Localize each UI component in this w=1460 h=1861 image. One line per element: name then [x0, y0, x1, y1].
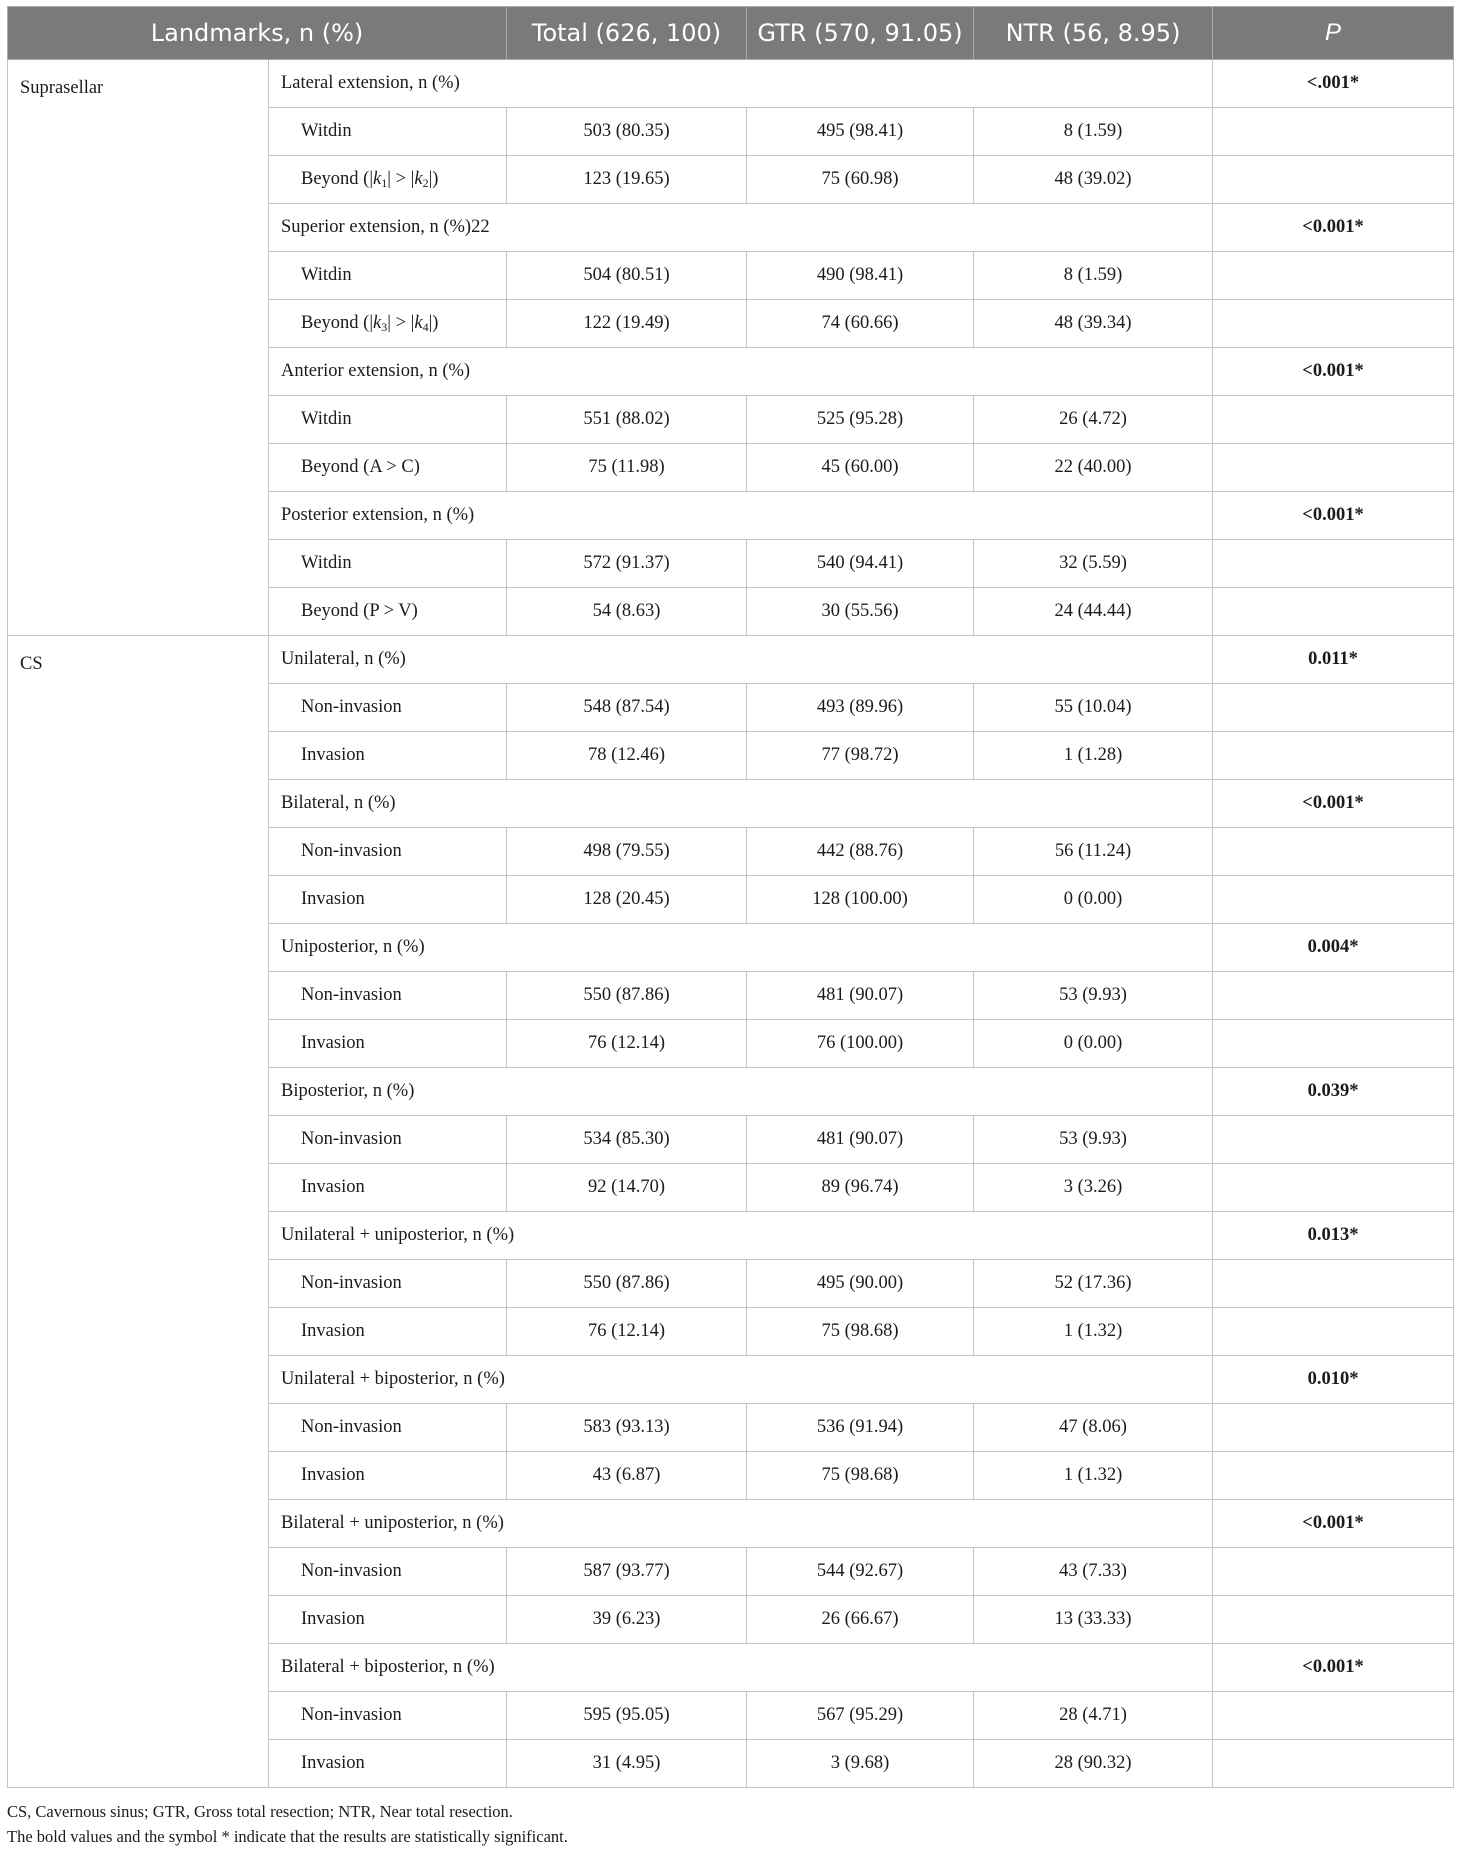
- cell-gtr: 128 (100.00): [747, 876, 974, 924]
- cell-p-empty: [1213, 540, 1454, 588]
- cell-p-empty: [1213, 1548, 1454, 1596]
- cell-total: 31 (4.95): [507, 1740, 747, 1788]
- row-label: Invasion: [269, 1164, 507, 1212]
- row-label: Invasion: [269, 1740, 507, 1788]
- footnotes: [7, 1799, 1447, 1849]
- cell-total: 550 (87.86): [507, 972, 747, 1020]
- cell-total: 551 (88.02): [507, 396, 747, 444]
- cell-total: 122 (19.49): [507, 300, 747, 348]
- cell-gtr: 493 (89.96): [747, 684, 974, 732]
- cell-total: 595 (95.05): [507, 1692, 747, 1740]
- row-label: Beyond $(|k_3| > |k_4|)$: [269, 300, 507, 348]
- cell-p-empty: [1213, 1260, 1454, 1308]
- footnote-significance: The bold values and the symbol * indicate that the results are statistically significant.: [7, 1827, 568, 1846]
- cell-p-empty: [1213, 1740, 1454, 1788]
- cell-gtr: 442 (88.76): [747, 828, 974, 876]
- cell-ntr: 8 (1.59): [974, 252, 1213, 300]
- p-value: 0.013*: [1213, 1212, 1454, 1260]
- row-label: Non-invasion: [269, 828, 507, 876]
- cell-p-empty: [1213, 732, 1454, 780]
- row-label: Non-invasion: [269, 1404, 507, 1452]
- p-value: <.001*: [1213, 60, 1454, 108]
- cell-p-empty: [1213, 1020, 1454, 1068]
- table-container: [7, 6, 1453, 1788]
- cell-gtr: 490 (98.41): [747, 252, 974, 300]
- cell-gtr: 45 (60.00): [747, 444, 974, 492]
- p-value: <0.001*: [1213, 492, 1454, 540]
- cell-total: 76 (12.14): [507, 1020, 747, 1068]
- row-label: Witdin: [269, 540, 507, 588]
- cell-ntr: 48 (39.02): [974, 156, 1213, 204]
- cell-ntr: 55 (10.04): [974, 684, 1213, 732]
- row-label: Invasion: [269, 1596, 507, 1644]
- cell-ntr: 28 (90.32): [974, 1740, 1213, 1788]
- subgroup-label: Unilateral, n (%): [269, 636, 1213, 684]
- subgroup-label: Superior extension, n (%)22: [269, 204, 1213, 252]
- cell-total: 587 (93.77): [507, 1548, 747, 1596]
- cell-p-empty: [1213, 1308, 1454, 1356]
- subgroup-label: Biposterior, n (%): [269, 1068, 1213, 1116]
- cell-total: 78 (12.46): [507, 732, 747, 780]
- p-value: <0.001*: [1213, 780, 1454, 828]
- cell-gtr: 481 (90.07): [747, 972, 974, 1020]
- cell-ntr: 0 (0.00): [974, 876, 1213, 924]
- header-landmarks: Landmarks, n (%): [8, 7, 507, 60]
- subgroup-row: [8, 636, 1454, 684]
- row-label: Beyond $(|k_1| > |k_2|)$: [269, 156, 507, 204]
- cell-p-empty: [1213, 156, 1454, 204]
- header-p: P: [1213, 7, 1454, 60]
- cell-ntr: 1 (1.32): [974, 1308, 1213, 1356]
- subgroup-label: Anterior extension, n (%): [269, 348, 1213, 396]
- row-label: Non-invasion: [269, 684, 507, 732]
- cell-p-empty: [1213, 108, 1454, 156]
- cell-gtr: 525 (95.28): [747, 396, 974, 444]
- p-value: <0.001*: [1213, 1644, 1454, 1692]
- cell-p-empty: [1213, 1596, 1454, 1644]
- p-value: 0.010*: [1213, 1356, 1454, 1404]
- subgroup-label: Bilateral, n (%): [269, 780, 1213, 828]
- cell-total: 548 (87.54): [507, 684, 747, 732]
- cell-ntr: 1 (1.28): [974, 732, 1213, 780]
- table-body: [8, 60, 1454, 1788]
- group-label: CS: [8, 636, 269, 1788]
- row-label: Non-invasion: [269, 1260, 507, 1308]
- cell-ntr: 43 (7.33): [974, 1548, 1213, 1596]
- row-label: Invasion: [269, 1308, 507, 1356]
- subgroup-label: Posterior extension, n (%): [269, 492, 1213, 540]
- cell-ntr: 53 (9.93): [974, 972, 1213, 1020]
- subgroup-row: [8, 60, 1454, 108]
- row-label: Non-invasion: [269, 1116, 507, 1164]
- cell-ntr: 32 (5.59): [974, 540, 1213, 588]
- cell-total: 76 (12.14): [507, 1308, 747, 1356]
- cell-p-empty: [1213, 252, 1454, 300]
- p-value: <0.001*: [1213, 204, 1454, 252]
- cell-total: 550 (87.86): [507, 1260, 747, 1308]
- p-value: 0.011*: [1213, 636, 1454, 684]
- cell-ntr: 0 (0.00): [974, 1020, 1213, 1068]
- subgroup-label: Unilateral + uniposterior, n (%): [269, 1212, 1213, 1260]
- row-label: Invasion: [269, 876, 507, 924]
- cell-p-empty: [1213, 444, 1454, 492]
- header-ntr: NTR (56, 8.95): [974, 7, 1213, 60]
- row-label: Invasion: [269, 1020, 507, 1068]
- group-label: Suprasellar: [8, 60, 269, 636]
- header-total: Total (626, 100): [507, 7, 747, 60]
- cell-gtr: 3 (9.68): [747, 1740, 974, 1788]
- footnote-abbreviations: CS, Cavernous sinus; GTR, Gross total resection; NTR, Near total resection.: [7, 1802, 513, 1821]
- subgroup-label: Bilateral + biposterior, n (%): [269, 1644, 1213, 1692]
- cell-p-empty: [1213, 684, 1454, 732]
- row-label: Witdin: [269, 396, 507, 444]
- cell-gtr: 481 (90.07): [747, 1116, 974, 1164]
- cell-total: 54 (8.63): [507, 588, 747, 636]
- cell-p-empty: [1213, 1452, 1454, 1500]
- p-value: <0.001*: [1213, 1500, 1454, 1548]
- cell-total: 92 (14.70): [507, 1164, 747, 1212]
- cell-total: 39 (6.23): [507, 1596, 747, 1644]
- cell-gtr: 76 (100.00): [747, 1020, 974, 1068]
- landmarks-table: [7, 6, 1454, 1788]
- cell-total: 43 (6.87): [507, 1452, 747, 1500]
- cell-total: 128 (20.45): [507, 876, 747, 924]
- cell-ntr: 26 (4.72): [974, 396, 1213, 444]
- cell-total: 498 (79.55): [507, 828, 747, 876]
- cell-gtr: 75 (98.68): [747, 1452, 974, 1500]
- subgroup-label: Unilateral + biposterior, n (%): [269, 1356, 1213, 1404]
- cell-gtr: 89 (96.74): [747, 1164, 974, 1212]
- cell-gtr: 75 (60.98): [747, 156, 974, 204]
- cell-gtr: 540 (94.41): [747, 540, 974, 588]
- cell-p-empty: [1213, 300, 1454, 348]
- cell-ntr: 52 (17.36): [974, 1260, 1213, 1308]
- cell-p-empty: [1213, 396, 1454, 444]
- p-value: 0.004*: [1213, 924, 1454, 972]
- cell-total: 75 (11.98): [507, 444, 747, 492]
- header-row: [8, 7, 1454, 60]
- cell-gtr: 77 (98.72): [747, 732, 974, 780]
- cell-total: 572 (91.37): [507, 540, 747, 588]
- cell-gtr: 495 (98.41): [747, 108, 974, 156]
- cell-ntr: 53 (9.93): [974, 1116, 1213, 1164]
- cell-gtr: 495 (90.00): [747, 1260, 974, 1308]
- row-label: Invasion: [269, 1452, 507, 1500]
- row-label: Witdin: [269, 108, 507, 156]
- cell-total: 503 (80.35): [507, 108, 747, 156]
- cell-gtr: 544 (92.67): [747, 1548, 974, 1596]
- cell-gtr: 30 (55.56): [747, 588, 974, 636]
- cell-total: 504 (80.51): [507, 252, 747, 300]
- cell-ntr: 8 (1.59): [974, 108, 1213, 156]
- cell-ntr: 22 (40.00): [974, 444, 1213, 492]
- cell-ntr: 13 (33.33): [974, 1596, 1213, 1644]
- row-label: Beyond (A > C): [269, 444, 507, 492]
- row-label: Non-invasion: [269, 1692, 507, 1740]
- cell-ntr: 3 (3.26): [974, 1164, 1213, 1212]
- cell-gtr: 75 (98.68): [747, 1308, 974, 1356]
- cell-total: 583 (93.13): [507, 1404, 747, 1452]
- cell-p-empty: [1213, 1404, 1454, 1452]
- cell-ntr: 47 (8.06): [974, 1404, 1213, 1452]
- row-label: Invasion: [269, 732, 507, 780]
- cell-gtr: 567 (95.29): [747, 1692, 974, 1740]
- header-gtr: GTR (570, 91.05): [747, 7, 974, 60]
- cell-p-empty: [1213, 876, 1454, 924]
- p-value: 0.039*: [1213, 1068, 1454, 1116]
- cell-gtr: 74 (60.66): [747, 300, 974, 348]
- cell-p-empty: [1213, 1692, 1454, 1740]
- cell-total: 534 (85.30): [507, 1116, 747, 1164]
- subgroup-label: Uniposterior, n (%): [269, 924, 1213, 972]
- cell-p-empty: [1213, 588, 1454, 636]
- subgroup-label: Lateral extension, n (%): [269, 60, 1213, 108]
- cell-ntr: 56 (11.24): [974, 828, 1213, 876]
- cell-total: 123 (19.65): [507, 156, 747, 204]
- row-label: Witdin: [269, 252, 507, 300]
- cell-ntr: 28 (4.71): [974, 1692, 1213, 1740]
- subgroup-label: Bilateral + uniposterior, n (%): [269, 1500, 1213, 1548]
- cell-p-empty: [1213, 1116, 1454, 1164]
- cell-gtr: 26 (66.67): [747, 1596, 974, 1644]
- cell-ntr: 48 (39.34): [974, 300, 1213, 348]
- cell-ntr: 1 (1.32): [974, 1452, 1213, 1500]
- cell-ntr: 24 (44.44): [974, 588, 1213, 636]
- cell-p-empty: [1213, 1164, 1454, 1212]
- p-value: <0.001*: [1213, 348, 1454, 396]
- cell-gtr: 536 (91.94): [747, 1404, 974, 1452]
- row-label: Non-invasion: [269, 972, 507, 1020]
- row-label: Beyond (P > V): [269, 588, 507, 636]
- cell-p-empty: [1213, 972, 1454, 1020]
- row-label: Non-invasion: [269, 1548, 507, 1596]
- cell-p-empty: [1213, 828, 1454, 876]
